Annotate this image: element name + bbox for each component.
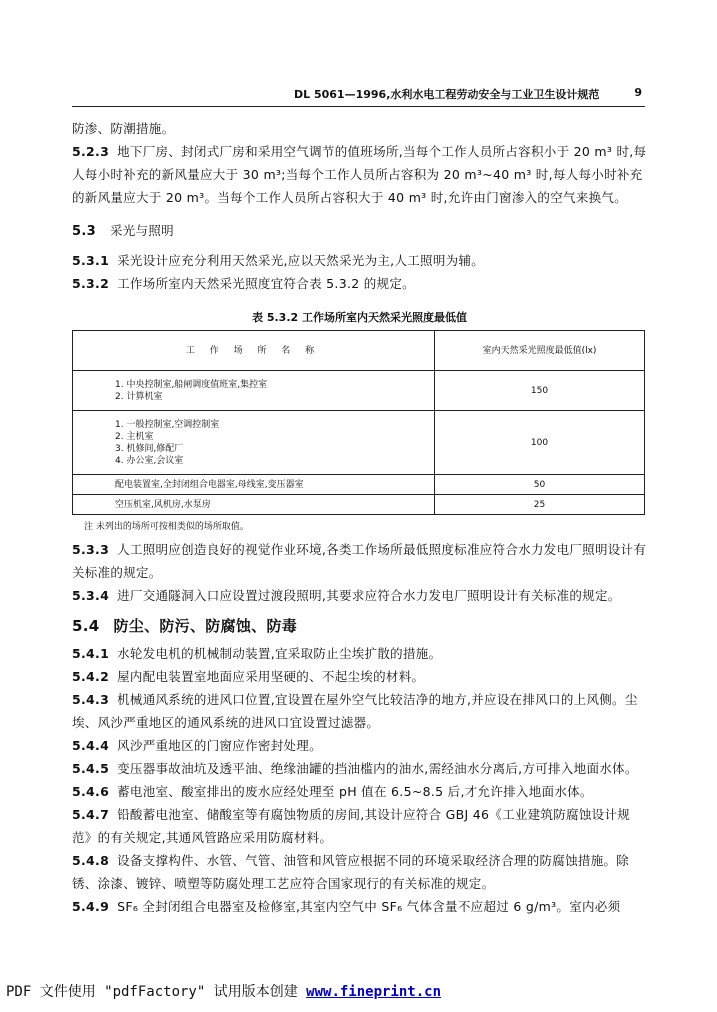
column-header-place: 工 作 场 所 名 称 bbox=[73, 331, 435, 371]
table-caption: 表 5.3.2 工作场所室内天然采光照度最低值 bbox=[252, 311, 467, 324]
table-row: 1. 一般控制室,空调控制室 2. 主机室 3. 机修间,修配厂 4. 办公室,会议室 100 bbox=[73, 411, 645, 475]
clause-5-3-1: 5.3.1 采光设计应充分利用天然采光,应以天然采光为主,人工照明为辅。 bbox=[72, 253, 485, 268]
column-header-value: 室内天然采光照度最低值(lx) bbox=[435, 331, 645, 371]
lower-text-block bbox=[72, 538, 647, 918]
clause-5-4-7: 5.4.7 铅酸蓄电池室、储酸室等有腐蚀物质的房间,其设计应符合 GBJ 46《工业建筑防腐蚀设计规范》的有关规定,其通风管路应采用防腐材料。 bbox=[72, 807, 631, 845]
page-number: 9 bbox=[634, 86, 642, 99]
page-header bbox=[72, 86, 642, 106]
upper-text-block bbox=[72, 117, 647, 295]
clause-5-4-5: 5.4.5 变压器事故油坑及透平油、绝缘油罐的挡油槛内的油水,需经油水分离后,方可排入地面水体。 bbox=[72, 761, 638, 776]
clause-5-3-3: 5.3.3 人工照明应创造良好的视觉作业环境,各类工作场所最低照度标准应符合水力发电厂照明设计有关标准的规定。 bbox=[72, 542, 647, 580]
footer-link[interactable]: www.fineprint.cn bbox=[306, 984, 442, 1000]
section-5-4-heading: 5.4 防尘、防污、防腐蚀、防毒 bbox=[72, 617, 298, 635]
table-row: 空压机室,风机房,水泵房 25 bbox=[73, 495, 645, 515]
table-row: 配电装置室,全封闭组合电器室,母线室,变压器室 50 bbox=[73, 475, 645, 495]
clause-5-3-2: 5.3.2 工作场所室内天然采光照度宜符合表 5.3.2 的规定。 bbox=[72, 276, 415, 291]
header-rule bbox=[72, 106, 645, 107]
illumination-table bbox=[72, 330, 645, 515]
clause-5-3-4: 5.3.4 进厂交通隧洞入口应设置过渡段照明,其要求应符合水力发电厂照明设计有关标准的规定。 bbox=[72, 588, 621, 603]
table-note: 注 未列出的场所可按相类似的场所取值。 bbox=[84, 522, 249, 532]
clause-5-4-6: 5.4.6 蓄电池室、酸室排出的废水应经处理至 pH 值在 6.5~8.5 后,才允许排入地面水体。 bbox=[72, 784, 593, 799]
clause-5-4-1: 5.4.1 水轮发电机的机械制动装置,宜采取防止尘埃扩散的措施。 bbox=[72, 646, 442, 661]
clause-5-4-4: 5.4.4 风沙严重地区的门窗应作密封处理。 bbox=[72, 738, 322, 753]
section-5-3-heading: 5.3 采光与照明 bbox=[72, 223, 174, 239]
table-header-row bbox=[73, 331, 645, 371]
clause-5-4-9: 5.4.9 SF₆ 全封闭组合电器室及检修室,其室内空气中 SF₆ 气体含量不应超过 6 g/m³。室内必须 bbox=[72, 899, 621, 914]
footer-text: PDF 文件使用 "pdfFactory" 试用版本创建 bbox=[6, 984, 307, 1000]
clause-5-4-2: 5.4.2 屋内配电装置室地面应采用坚硬的、不起尘埃的材料。 bbox=[72, 669, 425, 684]
clause-5-2-3: 5.2.3 地下厂房、封闭式厂房和采用空气调节的值班场所,当每个工作人员所占容积小于 20 m³ 时,每人每小时补充的新风量应大于 30 m³;当每个工作人员所占容积为 20 m³~40 m³ 时,每人每小时补充的新风量应大于 20 m³。当每个工作人员所占容积大于 40 m³ 时,允许由门窗渗入的空气来换气。 bbox=[72, 144, 647, 205]
clause-5-4-8: 5.4.8 设备支撑构件、水管、气管、油管和风管应根据不同的环境采取经济合理的防腐蚀措施。除锈、涂漆、镀锌、喷塑等防腐处理工艺应符合国家现行的有关标准的规定。 bbox=[72, 853, 630, 891]
clause-5-4-3: 5.4.3 机械通风系统的进风口位置,宜设置在屋外空气比较洁净的地方,并应设在排风口的上风侧。尘埃、风沙严重地区的通风系统的进风口宜设置过滤器。 bbox=[72, 692, 638, 730]
header-title: DL 5061—1996,水利水电工程劳动安全与工业卫生设计规范 bbox=[294, 88, 600, 101]
table-row: 1. 中央控制室,船闸调度值班室,集控室 2. 计算机室 150 bbox=[73, 371, 645, 411]
pdf-footer bbox=[6, 981, 441, 1001]
paragraph-continuation: 防渗、防潮措施。 bbox=[72, 121, 175, 136]
